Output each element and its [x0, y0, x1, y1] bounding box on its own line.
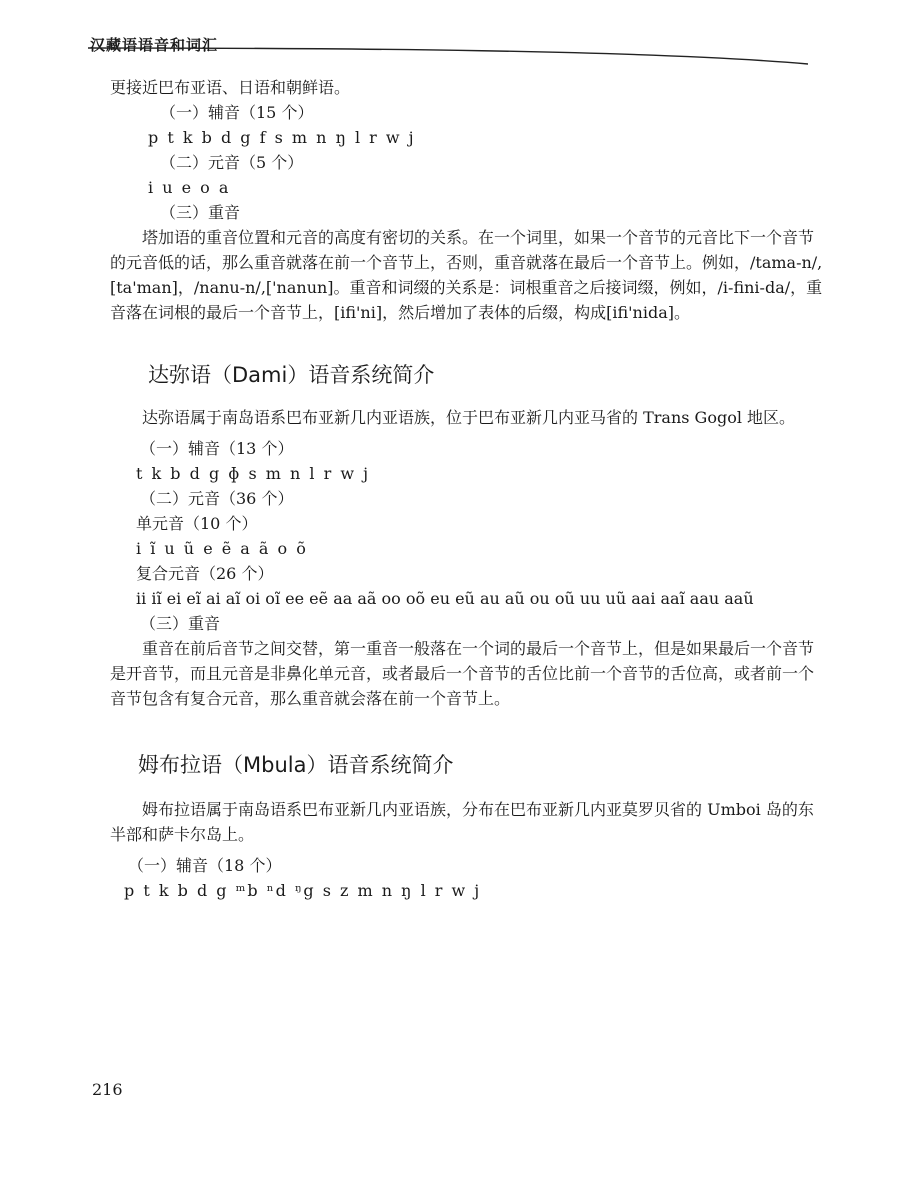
dami-intro: 达弥语属于南岛语系巴布亚新几内亚语族，位于巴布亚新几内亚马省的 Trans Gogol 地区。 — [142, 408, 796, 427]
tagalog-stress-text: 塔加语的重音位置和元音的高度有密切的关系。在一个词里，如果一个音节的元音比下一个音节的元音低的话，那么重音就落在前一个音节上，否则，重音就落在最后一个音节上。例如，/tama-n/,[ta'man]，/nanu-n/,['nanun]。重音和词缀的关系是：词根重音之后接词缀，例如，/i-fini-da/，重音落在词根的最后一个音节上，[ifi'ni]，然后增加了表体的后缀，构成[ifi'nida]。 — [110, 228, 823, 322]
mbula-intro: 姆布拉语属于南岛语系巴布亚新几内亚语族，分布在巴布亚新几内亚莫罗贝省的 Umboi 岛的东半部和萨卡尔岛上。 — [110, 800, 814, 844]
dami-stress-label: （三）重音 — [140, 614, 221, 633]
mbula-heading: 姆布拉语（Mbula）语音系统简介 — [138, 753, 454, 777]
header-rule — [88, 44, 808, 66]
dami-compound-vowels: ii iĩ ei eĩ ai aĩ oi oĩ ee eẽ aa aã oo oõ eu eũ au aũ ou oũ uu uũ aai aaĩ aau aaũ — [136, 589, 754, 608]
running-head: 汉藏语语音和词汇 — [90, 36, 219, 54]
dami-compound-label: 复合元音（26 个） — [136, 564, 274, 583]
dami-consonants-label: （一）辅音（13 个） — [140, 439, 294, 458]
tagalog-vowels: i u e o a — [148, 178, 231, 197]
mbula-consonants-label: （一）辅音（18 个） — [128, 856, 282, 875]
tagalog-stress-label: （三）重音 — [160, 203, 241, 222]
dami-monophthongs-label: 单元音（10 个） — [136, 514, 258, 533]
dami-consonants: t k b d g ɸ s m n l r w j — [136, 464, 371, 483]
dami-monophthongs: i ĩ u ũ e ẽ a ã o õ — [136, 539, 308, 558]
tagalog-intro-tail: 更接近巴布亚语、日语和朝鲜语。 — [110, 78, 351, 97]
page-number: 216 — [92, 1080, 123, 1099]
tagalog-vowels-label: （二）元音（5 个） — [160, 153, 304, 172]
tagalog-consonants-label: （一）辅音（15 个） — [160, 103, 314, 122]
page-body — [110, 75, 825, 903]
dami-stress-text: 重音在前后音节之间交替，第一重音一般落在一个词的最后一个音节上，但是如果最后一个音节是开音节，而且元音是非鼻化单元音，或者最后一个音节的舌位比前一个音节的舌位高，或者前一个音节包含有复合元音，那么重音就会落在前一个音节上。 — [110, 639, 815, 708]
mbula-consonants: p t k b d g ᵐb ⁿd ᵑg s z m n ŋ l r w j — [124, 881, 482, 900]
dami-vowels-label: （二）元音（36 个） — [140, 489, 294, 508]
dami-heading: 达弥语（Dami）语音系统简介 — [148, 363, 435, 387]
tagalog-consonants: p t k b d g f s m n ŋ l r w j — [148, 128, 416, 147]
